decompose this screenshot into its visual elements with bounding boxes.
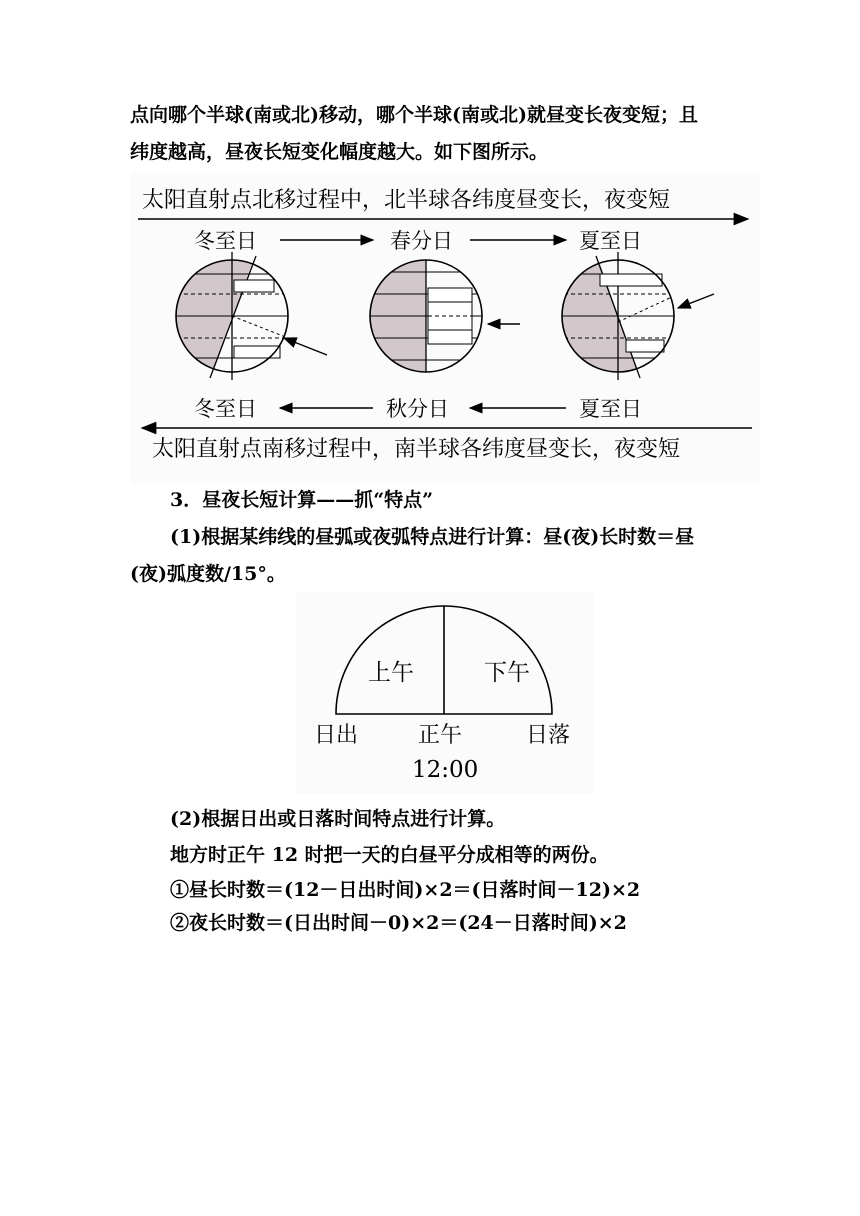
- globe-winter-solstice: [170, 252, 300, 382]
- section3-item1-line2: (夜)弧度数/15°。: [130, 563, 286, 585]
- noon-label: 正午: [418, 723, 463, 748]
- day-arc-svg: [296, 592, 594, 794]
- solstice-equinox-diagram: [130, 172, 760, 484]
- item2-line1: (2)根据日出或日落时间特点进行计算。: [170, 808, 506, 830]
- bottom-label-winter: 冬至日: [194, 397, 257, 421]
- noon-time-label: 12:00: [412, 757, 479, 783]
- sunrise-label: 日出: [314, 723, 359, 748]
- section3-item1-line1: (1)根据某纬线的昼弧或夜弧特点进行计算：昼(夜)长时数＝昼: [170, 526, 695, 548]
- item2-line2: 地方时正午 12 时把一天的白昼平分成相等的两份。: [170, 844, 609, 866]
- globe-summer-solstice: [550, 252, 690, 382]
- sun-ray-arrow-3: [678, 294, 714, 308]
- afternoon-label: 下午: [484, 660, 530, 686]
- formula-day-length: ①昼长时数＝(12－日出时间)×2＝(日落时间－12)×2: [170, 879, 641, 901]
- top-caption: 太阳直射点北移过程中，北半球各纬度昼变长，夜变短: [142, 188, 671, 213]
- top-label-spring: 春分日: [390, 229, 453, 253]
- day-arc-diagram: [296, 592, 594, 794]
- morning-label: 上午: [368, 660, 414, 686]
- section3-heading: 3．昼夜长短计算——抓“特点”: [170, 489, 434, 511]
- sunset-label: 日落: [526, 723, 571, 748]
- globe-equinox: [370, 252, 490, 382]
- top-label-winter: 冬至日: [194, 229, 257, 253]
- sun-ray-arrow-1: [284, 338, 327, 355]
- top-label-summer: 夏至日: [579, 229, 642, 253]
- bottom-label-summer: 夏至日: [579, 397, 642, 421]
- para1-line1: 点向哪个半球(南或北)移动，哪个半球(南或北)就昼变长夜变短；且: [130, 104, 698, 126]
- bottom-label-autumn: 秋分日: [386, 397, 449, 421]
- bottom-caption: 太阳直射点南移过程中，南半球各纬度昼变长，夜变短: [152, 437, 681, 462]
- para1-line2: 纬度越高，昼夜长短变化幅度越大。如下图所示。: [130, 141, 549, 163]
- diagram-svg: [130, 172, 760, 484]
- formula-night-length: ②夜长时数＝(日出时间－0)×2＝(24－日落时间)×2: [170, 912, 627, 934]
